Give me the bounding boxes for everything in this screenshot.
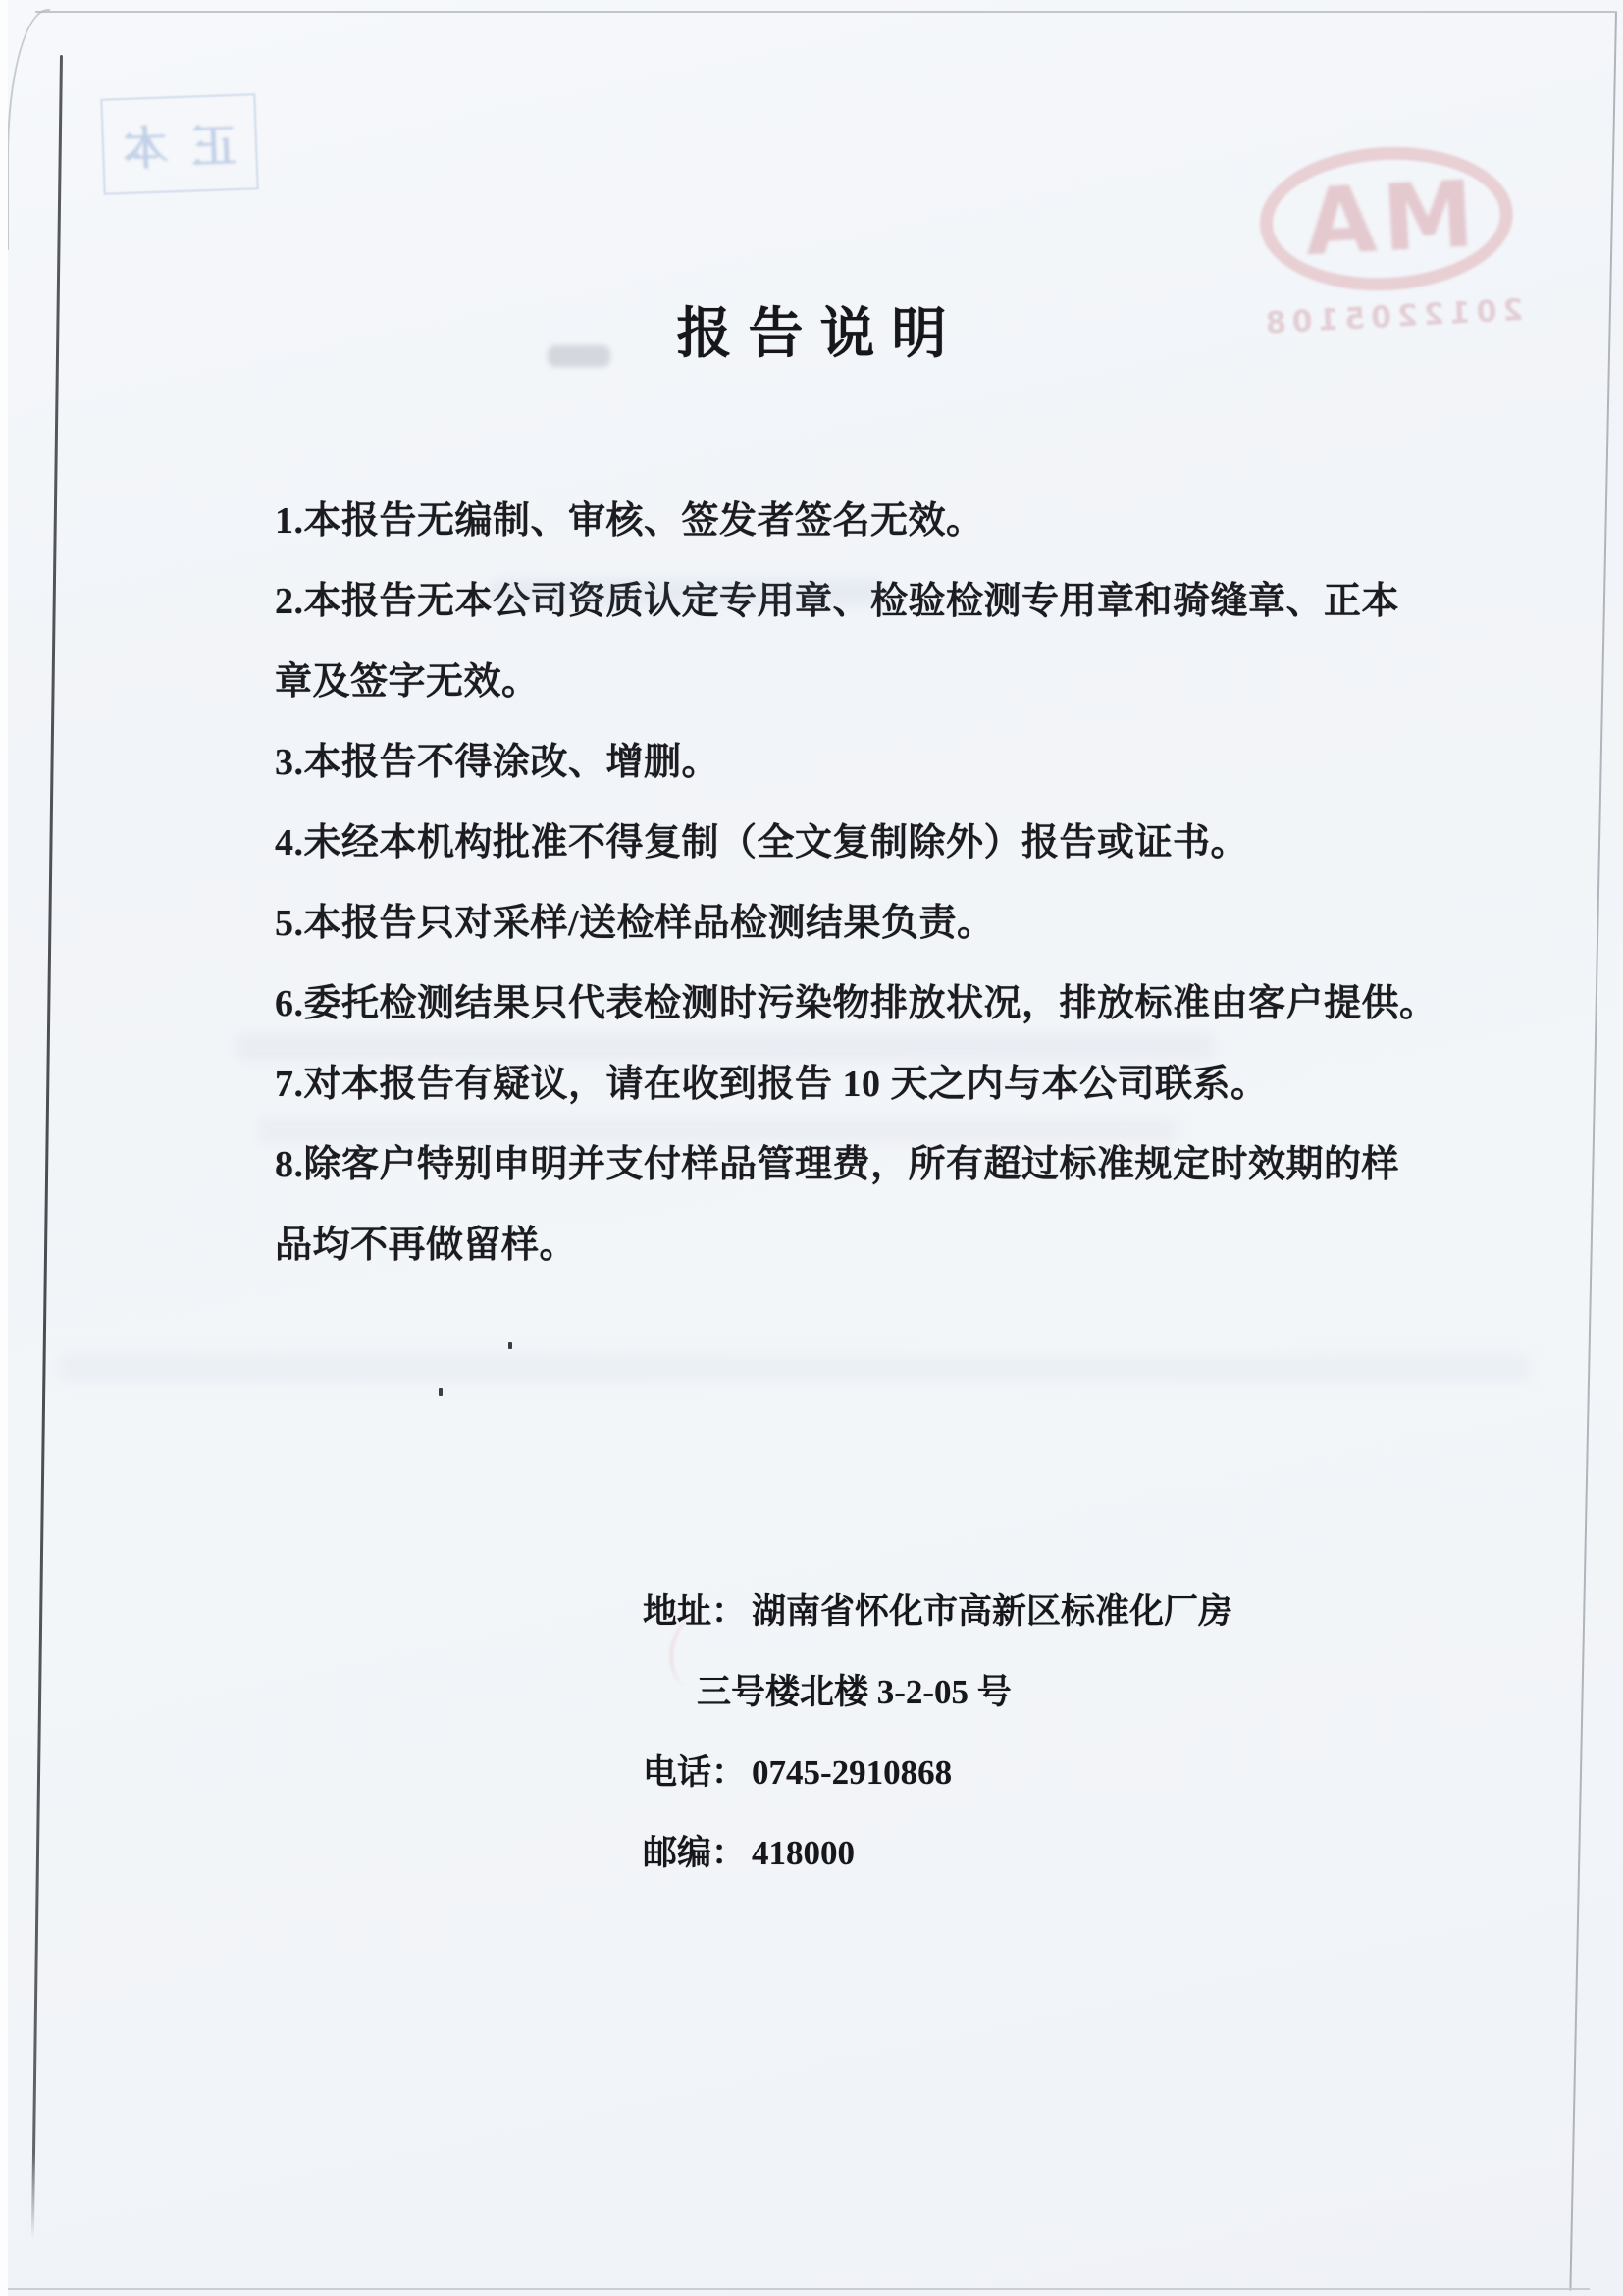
notice-line-6: 6.委托检测结果只代表检测时污染物排放状况，排放标准由客户提供。: [275, 983, 1438, 1024]
scan-edge-bottom: [4, 2288, 1590, 2290]
scan-speck: [508, 1342, 512, 1349]
notice-line-7: 7.对本报告有疑议，请在收到报告 10 天之内与本公司联系。: [275, 1064, 1269, 1105]
address-label: 地址：: [643, 1592, 747, 1631]
ink-bleed-mark: [236, 1032, 1217, 1062]
cma-stamp-letters: MA: [1295, 160, 1477, 278]
scan-speck: [439, 1388, 443, 1396]
original-copy-stamp-text: 正本: [98, 120, 237, 176]
notice-line-8b: 品均不再做留样。: [275, 1225, 578, 1266]
original-copy-stamp: [100, 93, 258, 194]
address-row-2: [643, 1652, 1232, 1733]
phone-label: 电话：: [643, 1753, 747, 1792]
address-value: 湖南省怀化市高新区标准化厂房: [752, 1592, 1233, 1631]
phone-row: [643, 1733, 1232, 1813]
postcode-label: 邮编：: [643, 1834, 747, 1872]
address-row: [643, 1572, 1232, 1652]
ink-bleed-mark: [59, 1356, 1531, 1380]
notice-line-2b: 章及签字无效。: [275, 661, 540, 703]
notice-line-2: 2.本报告无本公司资质认定专用章、检验检测专用章和骑缝章、正本: [275, 581, 1400, 622]
cma-stamp-number: 2012205108: [1258, 292, 1525, 341]
contact-block: [643, 1572, 1232, 1894]
ink-bleed-mark: [548, 345, 610, 367]
address-value-line2: 三号楼北楼 3-2-05 号: [697, 1673, 1012, 1711]
ink-bleed-mark: [257, 1117, 1179, 1144]
postcode-value: 418000: [752, 1834, 856, 1872]
notice-line-4: 4.未经本机构批准不得复制（全文复制除外）报告或证书。: [275, 822, 1249, 863]
cma-ellipse-icon: [1256, 140, 1516, 296]
scan-corner-curl: [7, 9, 50, 250]
scan-edge-top: [35, 11, 1617, 13]
notice-line-5: 5.本报告只对采样/送检样品检测结果负责。: [275, 903, 995, 944]
postcode-row: [643, 1813, 1232, 1894]
binding-fold-line: [31, 55, 63, 2239]
ink-bleed-mark: [491, 579, 883, 604]
notice-line-1: 1.本报告无编制、审核、签发者签名无效。: [275, 500, 984, 542]
phone-value: 0745-2910868: [752, 1753, 953, 1792]
notice-line-3: 3.本报告不得涂改、增删。: [275, 742, 720, 783]
notice-line-8: 8.除客户特别申明并支付样品管理费，所有超过标准规定时效期的样: [275, 1144, 1400, 1185]
page-title: 报告说明: [676, 304, 964, 365]
